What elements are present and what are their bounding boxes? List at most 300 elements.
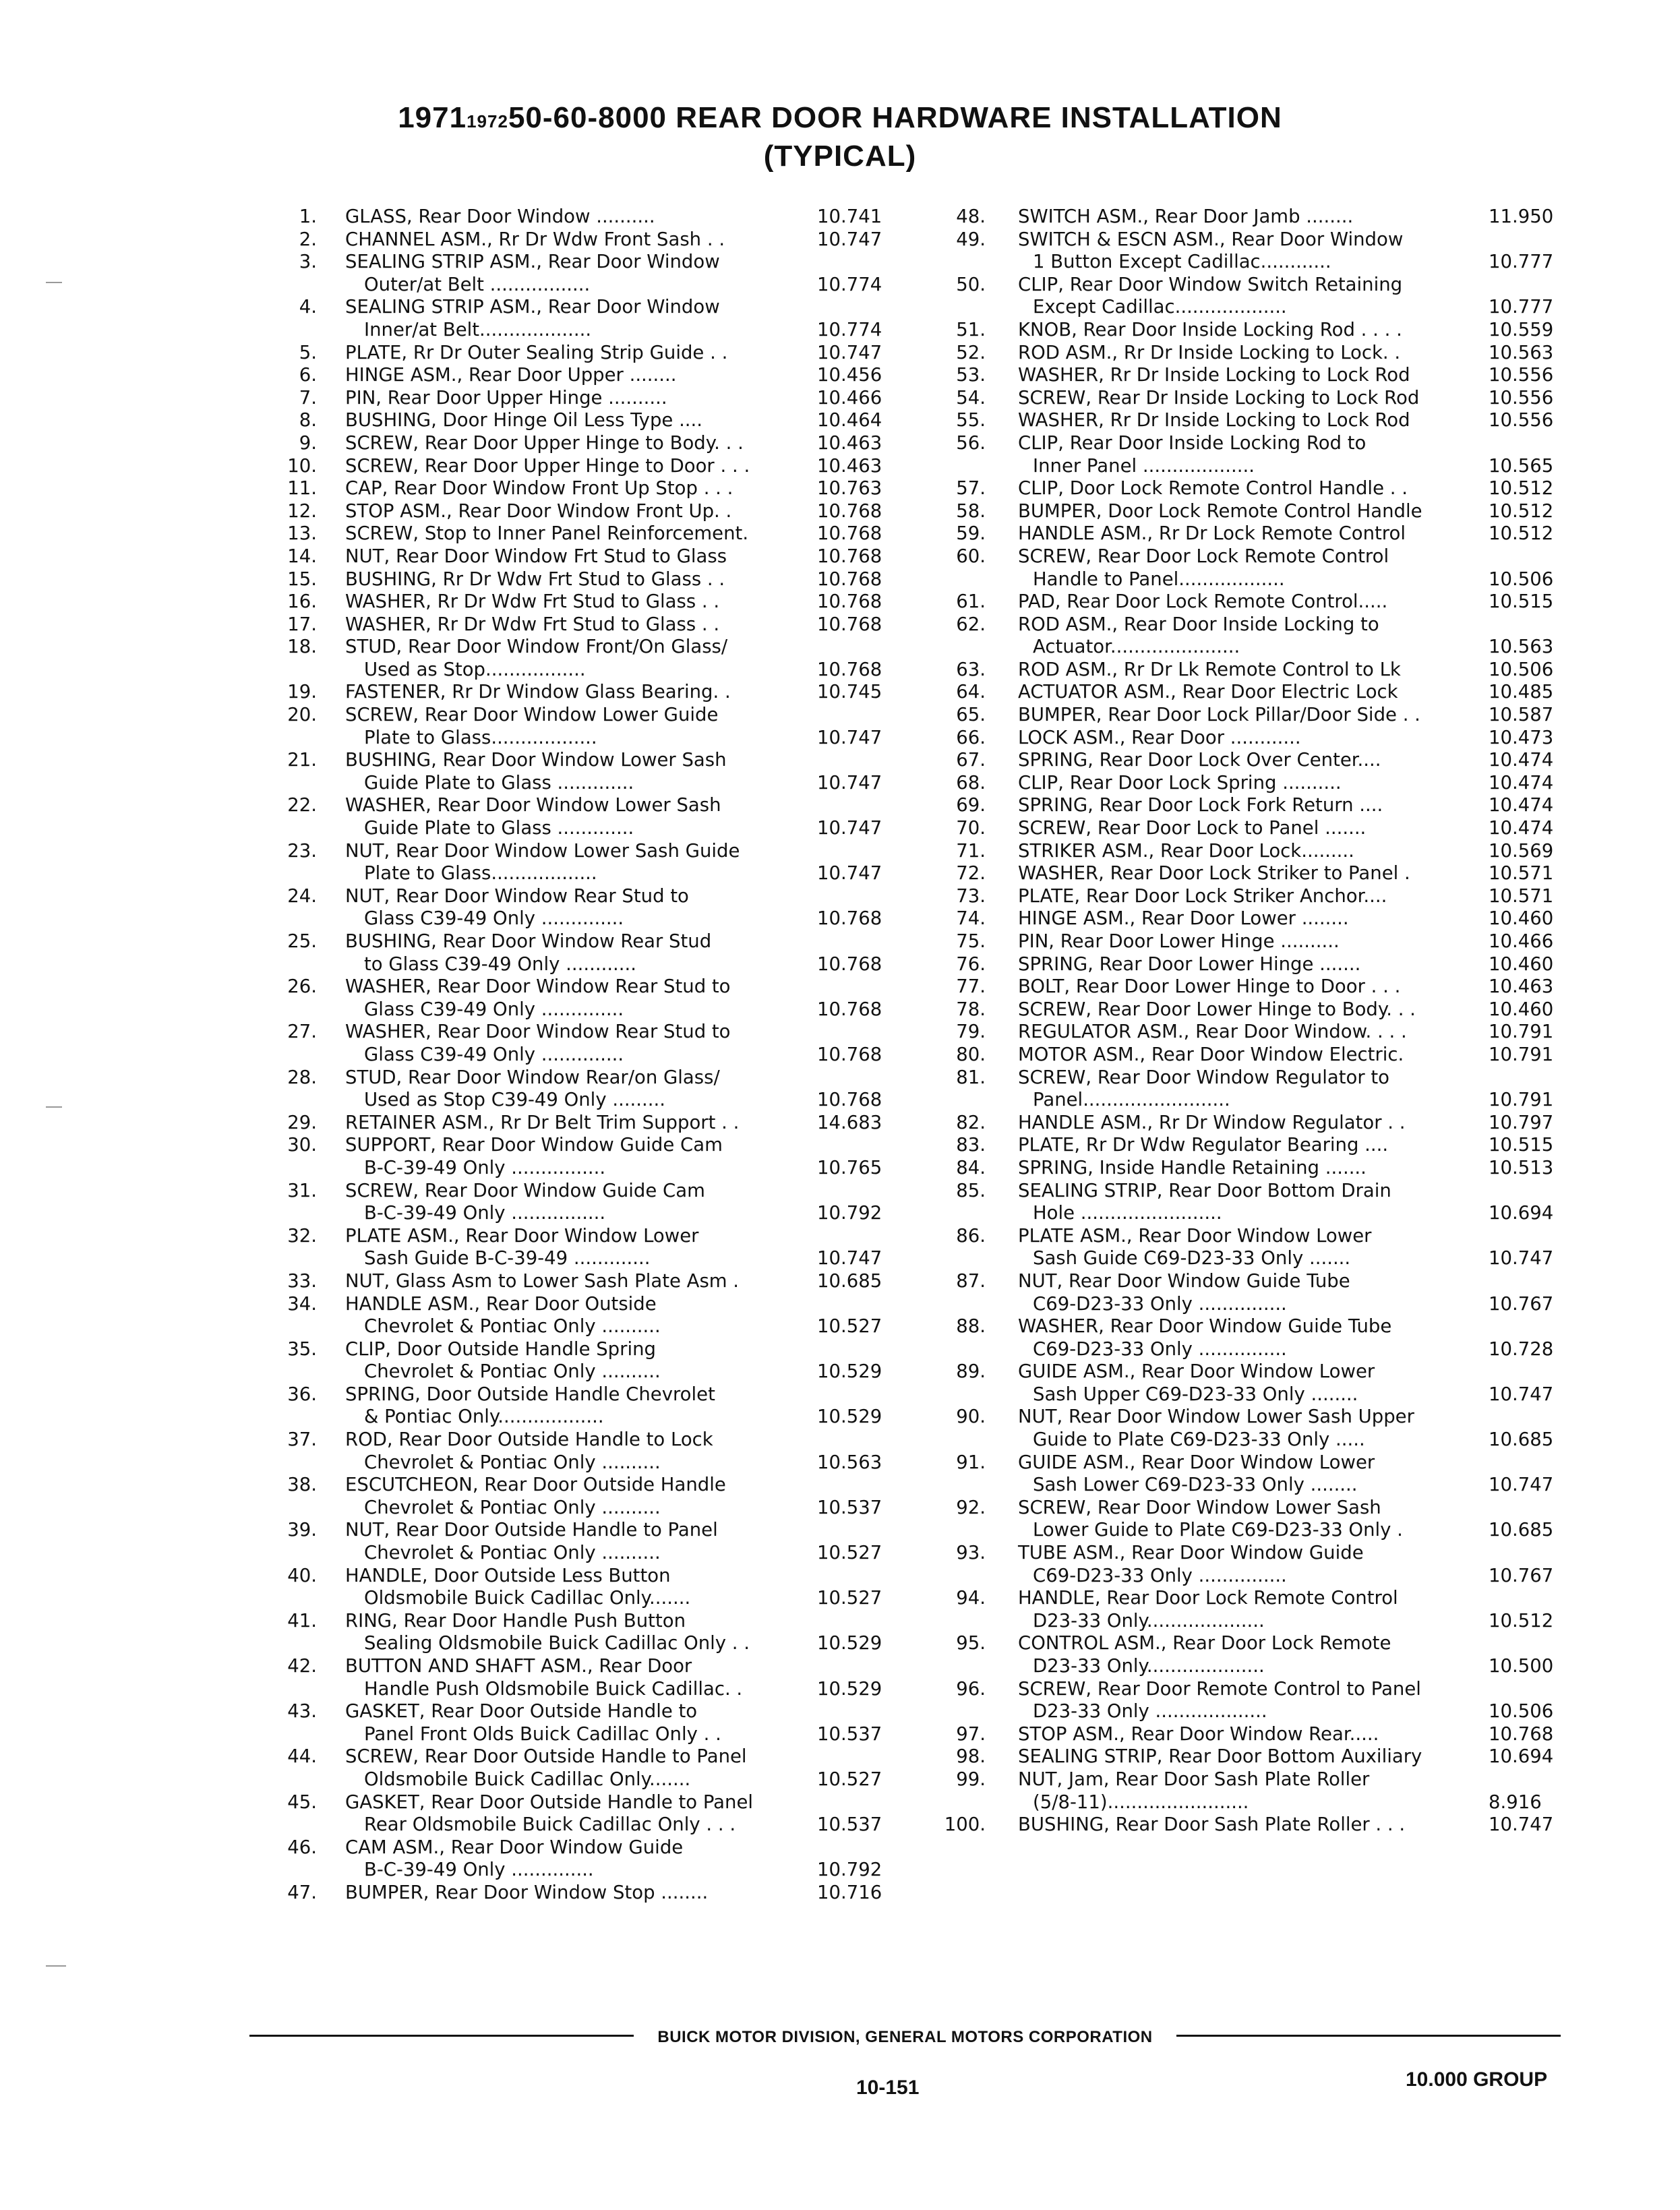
item-number: 46.: [287, 1836, 317, 1858]
item-line: [270, 1383, 890, 1406]
item-description: CLIP, Door Outside Handle Spring: [345, 1338, 656, 1360]
item-description: BUTTON AND SHAFT ASM., Rear Door: [345, 1655, 692, 1677]
item-continuation-line: [270, 1587, 890, 1610]
item-number: 10.: [287, 454, 317, 477]
item-description: BOLT, Rear Door Lower Hinge to Door . . .: [1018, 976, 1401, 998]
item-number: 14.: [287, 545, 317, 567]
parts-list-item: [938, 930, 1565, 953]
item-reference-number: 10.685: [817, 1270, 882, 1292]
item-number: 87.: [956, 1270, 986, 1292]
item-reference-number: 10.768: [817, 500, 882, 522]
item-continuation-line: [270, 1361, 890, 1383]
item-continuation-line: [270, 319, 890, 342]
item-description: NUT, Rear Door Window Lower Sash Guide: [345, 839, 740, 862]
parts-list-item: [270, 1565, 890, 1610]
item-continuation-line: [938, 1202, 1565, 1225]
item-line: [270, 1338, 890, 1361]
item-line: [938, 681, 1565, 704]
parts-list-item: [938, 1452, 1565, 1497]
item-number: 11.: [287, 477, 317, 500]
item-line: [938, 862, 1565, 885]
item-line: [938, 1814, 1565, 1836]
item-reference-number: 10.747: [1489, 1814, 1554, 1836]
item-description: Inner Panel ...................: [1033, 454, 1255, 477]
item-line: [270, 1225, 890, 1248]
item-number: 82.: [956, 1111, 986, 1133]
item-description: Chevrolet & Pontiac Only ..........: [364, 1542, 661, 1564]
parts-list-item: [938, 1542, 1565, 1587]
item-reference-number: 10.791: [1489, 1043, 1554, 1065]
item-continuation-line: [270, 1202, 890, 1225]
parts-list-item: [938, 364, 1565, 387]
item-reference-number: 10.571: [1489, 862, 1554, 885]
item-description: Actuator......................: [1033, 636, 1240, 658]
item-reference-number: 10.463: [817, 454, 882, 477]
parts-list-item: [270, 545, 890, 568]
item-number: 83.: [956, 1134, 986, 1156]
item-line: [938, 953, 1565, 976]
item-description: Handle Push Oldsmobile Buick Cadillac. .: [364, 1677, 743, 1700]
parts-list-item: [938, 545, 1565, 591]
item-line: [938, 319, 1565, 342]
item-reference-number: 10.791: [1489, 1021, 1554, 1043]
parts-list-item: [938, 342, 1565, 365]
item-line: [938, 840, 1565, 863]
item-reference-number: 10.685: [1489, 1429, 1554, 1451]
item-number: 30.: [287, 1134, 317, 1156]
item-number: 85.: [956, 1179, 986, 1201]
item-reference-number: 10.515: [1489, 1134, 1554, 1156]
item-number: 69.: [956, 794, 986, 816]
item-description: Sash Guide C69-D23-33 Only .......: [1033, 1247, 1351, 1270]
item-reference-number: 10.515: [1489, 591, 1554, 613]
item-number: 96.: [956, 1677, 986, 1700]
item-description: Chevrolet & Pontiac Only ..........: [364, 1315, 661, 1338]
parts-list-item: [938, 1723, 1565, 1746]
item-description: GASKET, Rear Door Outside Handle to Panel: [345, 1791, 754, 1813]
item-reference-number: 10.474: [1489, 771, 1554, 794]
item-reference-number: 10.460: [1489, 907, 1554, 930]
item-line: [938, 614, 1565, 636]
item-number: 38.: [287, 1474, 317, 1496]
item-number: 29.: [287, 1111, 317, 1133]
margin-mark: [46, 1965, 66, 1967]
parts-list-item: [270, 840, 890, 885]
item-continuation-line: [270, 907, 890, 930]
item-line: [938, 545, 1565, 568]
item-number: 56.: [956, 431, 986, 454]
item-continuation-line: [270, 1814, 890, 1836]
item-reference-number: 10.529: [817, 1406, 882, 1428]
item-continuation-line: [270, 1452, 890, 1474]
item-reference-number: 10.777: [1489, 251, 1554, 273]
item-number: 79.: [956, 1021, 986, 1043]
footer-rule-left: [249, 2035, 634, 2037]
item-number: 97.: [956, 1723, 986, 1745]
item-number: 61.: [956, 591, 986, 613]
parts-list-item: [938, 206, 1565, 229]
parts-list-item: [270, 1021, 890, 1066]
item-reference-number: 10.485: [1489, 681, 1554, 703]
parts-list-item: [270, 976, 890, 1021]
parts-list-item: [270, 1134, 890, 1179]
item-number: 54.: [956, 386, 986, 409]
parts-list-item: [938, 1180, 1565, 1225]
item-continuation-line: [270, 998, 890, 1021]
item-line: [938, 907, 1565, 930]
item-continuation-line: [938, 251, 1565, 274]
item-line: [270, 1429, 890, 1452]
item-description: ROD ASM., Rear Door Inside Locking to: [1018, 613, 1379, 635]
item-line: [938, 274, 1565, 297]
item-line: [938, 387, 1565, 410]
item-description: STOP ASM., Rear Door Window Front Up. .: [345, 500, 732, 522]
item-description: NUT, Glass Asm to Lower Sash Plate Asm .: [345, 1270, 740, 1292]
item-line: [938, 976, 1565, 998]
parts-list-item: [270, 522, 890, 545]
item-number: 9.: [299, 431, 317, 454]
item-reference-number: 10.768: [817, 1089, 882, 1111]
item-continuation-line: [270, 1406, 890, 1429]
item-number: 15.: [287, 568, 317, 590]
item-number: 94.: [956, 1587, 986, 1609]
item-description: SPRING, Rear Door Lock Over Center....: [1018, 749, 1381, 771]
item-description: SCREW, Rear Door Window Lower Sash: [1018, 1496, 1381, 1518]
parts-list-item: [938, 1044, 1565, 1067]
item-continuation-line: [270, 1157, 890, 1180]
item-description: CLIP, Rear Door Window Switch Retaining: [1018, 273, 1403, 295]
item-description: Rear Oldsmobile Buick Cadillac Only . . .: [364, 1814, 736, 1836]
item-reference-number: 10.512: [1489, 500, 1554, 522]
item-description: GUIDE ASM., Rear Door Window Lower: [1018, 1361, 1375, 1383]
item-reference-number: 10.474: [1489, 794, 1554, 816]
item-description: MOTOR ASM., Rear Door Window Electric.: [1018, 1043, 1404, 1065]
parts-list-item: [270, 206, 890, 229]
item-line: [938, 794, 1565, 817]
item-description: to Glass C39-49 Only ............: [364, 953, 637, 975]
item-line: [938, 704, 1565, 727]
item-continuation-line: [270, 1044, 890, 1067]
item-number: 86.: [956, 1224, 986, 1247]
item-line: [270, 1610, 890, 1633]
parts-list-item: [938, 1361, 1565, 1406]
item-line: [270, 364, 890, 387]
parts-list-item: [270, 704, 890, 749]
item-reference-number: 10.768: [817, 658, 882, 680]
item-description: HINGE ASM., Rear Door Lower ........: [1018, 907, 1349, 930]
item-description: PAD, Rear Door Lock Remote Control.....: [1018, 591, 1388, 613]
item-line: [270, 500, 890, 523]
item-reference-number: 10.774: [817, 318, 882, 340]
item-description: HANDLE, Rear Door Lock Remote Control: [1018, 1587, 1398, 1609]
title-year-large: 1971: [398, 101, 467, 134]
item-continuation-line: [938, 636, 1565, 659]
item-continuation-line: [938, 296, 1565, 319]
item-number: 48.: [956, 206, 986, 227]
item-line: [270, 1700, 890, 1723]
item-description: Used as Stop C39-49 Only .........: [364, 1089, 666, 1111]
item-reference-number: 10.747: [817, 228, 882, 250]
item-description: BUSHING, Rear Door Window Lower Sash: [345, 749, 727, 771]
parts-list-item: [270, 1225, 890, 1270]
parts-list-item: [938, 1745, 1565, 1768]
item-description: SCREW, Rear Door Window Lower Guide: [345, 704, 719, 726]
item-number: 99.: [956, 1768, 986, 1790]
item-number: 7.: [299, 386, 317, 409]
item-line: [270, 455, 890, 478]
item-number: 63.: [956, 658, 986, 680]
item-description: D23-33 Only ...................: [1033, 1700, 1267, 1723]
item-number: 53.: [956, 364, 986, 386]
item-description: SEALING STRIP ASM., Rear Door Window: [345, 296, 720, 318]
parts-list-item: [938, 432, 1565, 477]
parts-list-item: [270, 1067, 890, 1112]
item-number: 20.: [287, 704, 317, 726]
item-number: 27.: [287, 1021, 317, 1043]
item-reference-number: 10.768: [817, 613, 882, 635]
item-description: C69-D23-33 Only ...............: [1033, 1564, 1287, 1586]
item-description: REGULATOR ASM., Rear Door Window. . . .: [1018, 1021, 1407, 1043]
item-line: [270, 1745, 890, 1768]
item-reference-number: 10.791: [1489, 1089, 1554, 1111]
item-description: SCREW, Rear Door Upper Hinge to Door . . .: [345, 454, 750, 477]
item-description: NUT, Rear Door Outside Handle to Panel: [345, 1519, 718, 1541]
item-description: HANDLE ASM., Rear Door Outside: [345, 1292, 657, 1315]
item-description: SCREW, Rear Door Lock to Panel .......: [1018, 817, 1367, 839]
item-description: SUPPORT, Rear Door Window Guide Cam: [345, 1134, 723, 1156]
item-line: [270, 885, 890, 908]
item-continuation-line: [938, 1791, 1565, 1814]
parts-list-item: [938, 862, 1565, 885]
item-reference-number: 8.916: [1489, 1791, 1542, 1813]
item-line: [270, 1134, 890, 1157]
item-continuation-line: [938, 1247, 1565, 1270]
item-reference-number: 10.587: [1489, 704, 1554, 726]
item-line: [938, 727, 1565, 750]
item-number: 80.: [956, 1043, 986, 1065]
parts-list-item: [938, 749, 1565, 772]
item-line: [270, 296, 890, 319]
item-continuation-line: [270, 1678, 890, 1701]
parts-list-item: [270, 477, 890, 500]
page-title: [0, 101, 1680, 135]
parts-list-item: [938, 319, 1565, 342]
item-continuation-line: [270, 1723, 890, 1746]
item-description: Guide to Plate C69-D23-33 Only .....: [1033, 1429, 1365, 1451]
item-number: 95.: [956, 1632, 986, 1654]
margin-mark: [46, 1106, 62, 1108]
item-number: 3.: [299, 251, 317, 273]
item-description: 1 Button Except Cadillac............: [1033, 251, 1331, 273]
item-number: 50.: [956, 273, 986, 295]
item-line: [270, 704, 890, 727]
item-line: [938, 1542, 1565, 1565]
item-number: 44.: [287, 1745, 317, 1768]
item-description: GLASS, Rear Door Window ..........: [345, 206, 655, 227]
item-continuation-line: [270, 1497, 890, 1520]
item-reference-number: 10.747: [817, 817, 882, 839]
item-line: [938, 364, 1565, 387]
item-description: SWITCH & ESCN ASM., Rear Door Window: [1018, 228, 1404, 250]
item-description: ROD ASM., Rr Dr Lk Remote Control to Lk: [1018, 658, 1401, 680]
parts-list-item: [270, 1836, 890, 1882]
item-reference-number: 10.563: [1489, 341, 1554, 363]
item-number: 22.: [287, 794, 317, 816]
item-description: NUT, Rear Door Window Lower Sash Upper: [1018, 1406, 1414, 1428]
item-line: [938, 1768, 1565, 1791]
item-reference-number: 10.556: [1489, 386, 1554, 409]
parts-list-item: [270, 1270, 890, 1293]
item-line: [270, 1293, 890, 1316]
parts-list-item: [270, 1383, 890, 1429]
item-line: [938, 1225, 1565, 1248]
item-reference-number: 10.512: [1489, 1609, 1554, 1632]
item-description: BUSHING, Rr Dr Wdw Frt Stud to Glass . .: [345, 568, 725, 590]
item-continuation-line: [270, 1089, 890, 1112]
item-reference-number: 10.473: [1489, 726, 1554, 748]
item-number: 98.: [956, 1745, 986, 1768]
item-reference-number: 10.768: [817, 998, 882, 1020]
item-number: 13.: [287, 522, 317, 545]
item-line: [938, 659, 1565, 682]
item-number: 89.: [956, 1361, 986, 1383]
item-line: [270, 229, 890, 251]
parts-list-item: [938, 614, 1565, 659]
item-reference-number: 10.792: [817, 1859, 882, 1881]
parts-list-item: [938, 1270, 1565, 1315]
item-description: RETAINER ASM., Rr Dr Belt Trim Support . .: [345, 1111, 740, 1133]
footer-rule-right: [1176, 2035, 1561, 2037]
item-number: 60.: [956, 545, 986, 567]
item-number: 51.: [956, 318, 986, 340]
item-line: [270, 1270, 890, 1293]
item-line: [938, 229, 1565, 251]
item-line: [938, 1157, 1565, 1180]
item-reference-number: 10.792: [817, 1202, 882, 1224]
item-line: [270, 1836, 890, 1859]
item-line: [270, 794, 890, 817]
item-description: Lower Guide to Plate C69-D23-33 Only .: [1033, 1519, 1403, 1541]
item-line: [938, 500, 1565, 523]
item-line: [938, 998, 1565, 1021]
item-reference-number: 10.466: [1489, 930, 1554, 952]
item-reference-number: 10.527: [817, 1587, 882, 1609]
item-description: Guide Plate to Glass .............: [364, 817, 634, 839]
parts-list-item: [938, 1112, 1565, 1135]
item-description: BUMPER, Rear Door Lock Pillar/Door Side . .: [1018, 704, 1420, 726]
item-description: Sash Lower C69-D23-33 Only ........: [1033, 1474, 1358, 1496]
item-number: 8.: [299, 409, 317, 431]
item-description: Panel Front Olds Buick Cadillac Only . .: [364, 1723, 721, 1745]
item-continuation-line: [270, 1542, 890, 1565]
item-number: 58.: [956, 500, 986, 522]
item-reference-number: 10.747: [817, 771, 882, 794]
item-reference-number: 10.559: [1489, 318, 1554, 340]
item-number: 88.: [956, 1315, 986, 1338]
parts-list-item: [270, 1882, 890, 1905]
item-line: [938, 1112, 1565, 1135]
item-number: 75.: [956, 930, 986, 952]
parts-list-item: [270, 636, 890, 681]
item-line: [270, 432, 890, 455]
item-description: B-C-39-49 Only ..............: [364, 1859, 594, 1881]
item-reference-number: 10.767: [1489, 1564, 1554, 1586]
item-line: [938, 1044, 1565, 1067]
item-reference-number: 10.513: [1489, 1156, 1554, 1178]
item-line: [270, 1474, 890, 1497]
item-description: SWITCH ASM., Rear Door Jamb ........: [1018, 206, 1354, 227]
parts-list-item: [938, 1768, 1565, 1814]
parts-list-item: [270, 614, 890, 636]
item-description: SPRING, Door Outside Handle Chevrolet: [345, 1383, 715, 1405]
item-number: 21.: [287, 749, 317, 771]
parts-list-left-column: [270, 206, 890, 1905]
item-description: TUBE ASM., Rear Door Window Guide: [1018, 1542, 1364, 1564]
item-description: Chevrolet & Pontiac Only ..........: [364, 1496, 661, 1518]
item-description: Glass C39-49 Only ..............: [364, 998, 624, 1020]
item-description: PIN, Rear Door Upper Hinge ..........: [345, 386, 667, 409]
item-number: 47.: [287, 1881, 317, 1903]
item-continuation-line: [270, 274, 890, 297]
item-description: NUT, Rear Door Window Frt Stud to Glass: [345, 545, 727, 567]
item-reference-number: 10.463: [817, 431, 882, 454]
page-number: 10-151: [856, 2077, 920, 2099]
item-line: [270, 976, 890, 998]
item-line: [270, 1655, 890, 1678]
item-description: HANDLE, Door Outside Less Button: [345, 1564, 671, 1586]
item-continuation-line: [270, 659, 890, 682]
group-label: 10.000 GROUP: [1406, 2068, 1548, 2091]
item-description: BUMPER, Rear Door Window Stop ........: [345, 1881, 709, 1903]
item-continuation-line: [938, 1655, 1565, 1678]
item-description: ACTUATOR ASM., Rear Door Electric Lock: [1018, 681, 1398, 703]
parts-list-item: [270, 455, 890, 478]
item-description: C69-D23-33 Only ...............: [1033, 1338, 1287, 1360]
item-number: 28.: [287, 1066, 317, 1088]
item-line: [270, 251, 890, 274]
item-description: SCREW, Stop to Inner Panel Reinforcement.: [345, 522, 749, 545]
item-reference-number: 10.529: [817, 1632, 882, 1654]
parts-list-item: [938, 727, 1565, 750]
item-line: [938, 206, 1565, 229]
parts-list-item: [270, 1112, 890, 1135]
item-reference-number: 11.950: [1489, 206, 1554, 227]
item-line: [270, 522, 890, 545]
item-reference-number: 10.777: [1489, 296, 1554, 318]
parts-list-item: [938, 1134, 1565, 1157]
item-line: [270, 614, 890, 636]
parts-list-item: [270, 1745, 890, 1791]
parts-list-item: [938, 794, 1565, 817]
parts-list-item: [270, 296, 890, 341]
parts-list-item: [938, 1406, 1565, 1451]
item-continuation-line: [270, 1632, 890, 1655]
parts-list-item: [938, 998, 1565, 1021]
parts-list-item: [938, 885, 1565, 908]
item-line: [938, 1632, 1565, 1655]
parts-list-item: [938, 817, 1565, 840]
item-description: HANDLE ASM., Rr Dr Window Regulator . .: [1018, 1111, 1406, 1133]
item-reference-number: 10.694: [1489, 1745, 1554, 1768]
item-reference-number: 10.500: [1489, 1655, 1554, 1677]
item-line: [270, 1021, 890, 1044]
item-reference-number: 10.456: [817, 364, 882, 386]
parts-list-item: [270, 1474, 890, 1519]
item-line: [270, 477, 890, 500]
item-reference-number: 10.767: [1489, 1292, 1554, 1315]
parts-list-item: [270, 1180, 890, 1225]
item-number: 35.: [287, 1338, 317, 1360]
